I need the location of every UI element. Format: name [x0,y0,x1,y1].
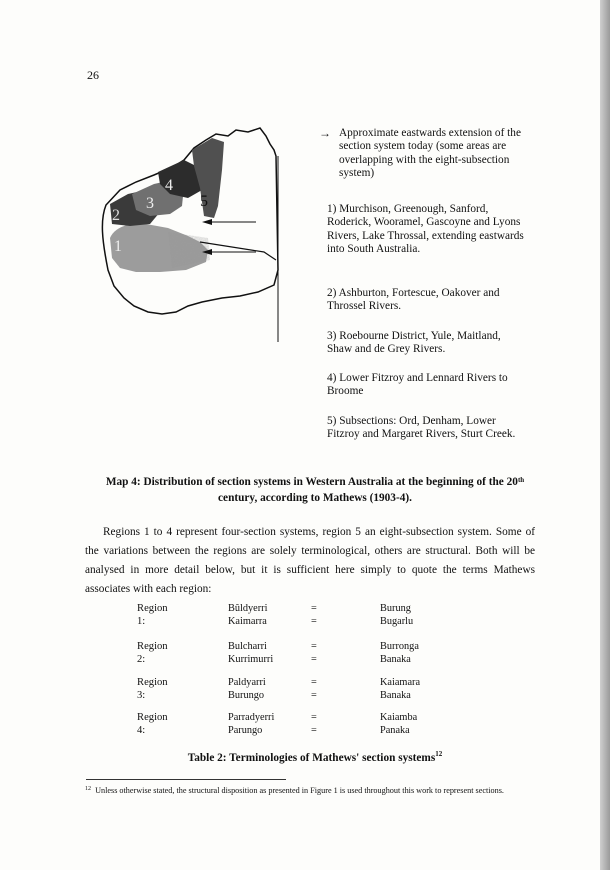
legend-item-3: 3) Roebourne District, Yule, Maitland, Shaw and de Grey Rivers. [327,330,501,356]
region-label-4: 4 [165,177,173,194]
legend-item-1: 1) Murchison, Greenough, Sanford, Roderick, Wooramel, Gascoyne and Lyons Rivers, Lake Throssal, extending eastwards into South Australia. [327,203,524,255]
footnote-rule [86,779,286,780]
footnote: $^{12}$ Unless otherwise stated, the structural disposition as presented in Figure 1 is used throughout this work to represent sections. [85,786,504,795]
arrowhead-region-1 [202,219,212,225]
legend-item-4: 4) Lower Fitzroy and Lennard Rivers to Broome [327,372,508,398]
table-caption: Table 2: Terminologies of Mathews' section systems$^{12}$ [187,750,443,764]
region-label-1: 1 [114,238,122,255]
western-australia-map [88,120,353,360]
legend-extension-item: → Approximate eastwards extension of the section system today (some areas are overlapping with the eight-subsection system) [319,126,521,179]
page-edge-shadow [600,0,610,870]
region-label-2: 2 [112,207,120,224]
map-caption: Map 4: Distribution of section systems in Western Australia at the beginning of the 20th century, according to Mathews (1903-4). [105,476,525,504]
region-label-3: 3 [146,195,154,212]
legend-item-5: 5) Subsections: Ord, Denham, Lower Fitzroy and Margaret Rivers, Sturt Creek. [327,415,516,441]
page-number: 26 [87,68,99,82]
body-paragraph: Regions 1 to 4 represent four-section systems, region 5 an eight-subsection system. Some of the variations between the regions are solely terminological, others are structural. Both will be analysed in more detail below, but it is sufficient here simply to quote the terms Mathews associates with each region: [85,526,535,595]
document-page: 26 1 2 3 4 5 → Approximate eastwards extension of the section system today (some areas are overlapping with the eight-subsection system) 1) Murchison, Greenough, Sanford, Roderick, Wooramel, Gascoyne and Lyons Rivers, Lake Throssal, extending eastwards into South Australia. 2) Ashburton, Fortescue, Oakover and Throssel Rivers. 3) Roebourne District, Yule, Maitland, Shaw and de Grey Rivers. 4) Lower Fitzroy and Lennard Rivers to Broome 5) Subsections: Ord, Denham, Lower Fitzroy and Margaret Rivers, Sturt Creek. Map 4: Distribution of section systems in Western Australia at the beginning of the 20th century, according to Mathews (1903-4). Regions 1 to 4 represent four-section systems, region 5 an eight-subsection system. Some of the variations between the regions are solely terminological, others are structural. Both will be analysed in more detail below, but it is sufficient here simply to quote the terms Mathews associates with each region: Region 1: Bûldyerri = Burung Kaimarra = Bugarlu Region 2: Bulcharri = Burronga Kurrimurri = Banaka Region 3: Paldyarri = Kaiamara Burungo = Banaka Region 4: Parradyerri = Kaiamba Parungo = Panaka Table 2: Terminologies of Mathews' section systems$^{12}$ $^{12}$ Unless otherwise stated, the structural disposition as presented in Figure 1 is used throughout this work to represent sections. [0,0,600,870]
legend-item-2: 2) Ashburton, Fortescue, Oakover and Throssel Rivers. [327,287,500,313]
right-arrow-icon: → [319,126,331,140]
bleed-through-text [85,88,530,107]
region-label-5: 5 [200,193,208,210]
